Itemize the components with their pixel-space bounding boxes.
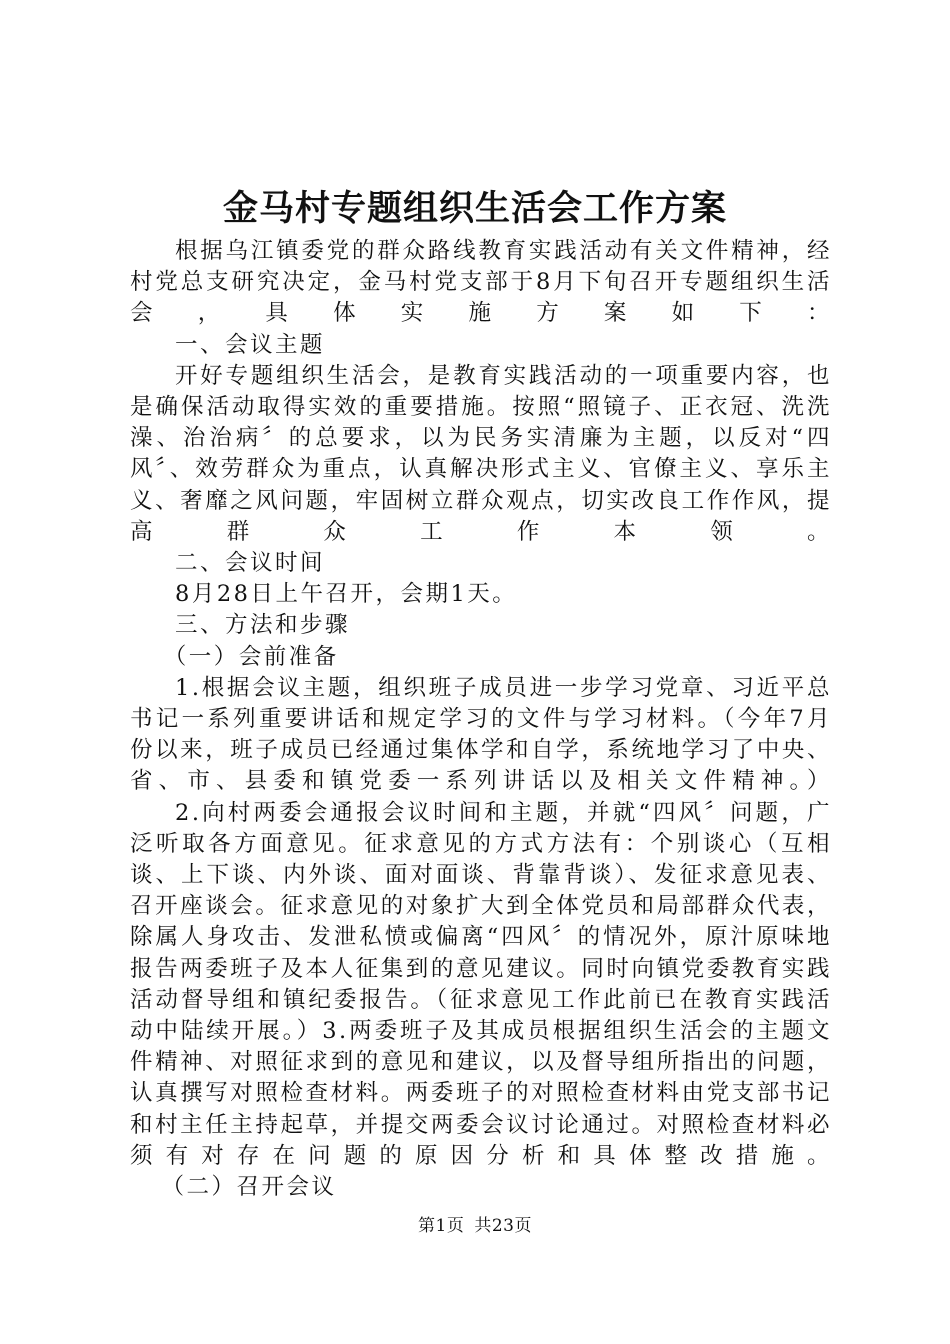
intro-paragraph: 根据乌江镇委党的群众路线教育实践活动有关文件精神，经村党总支研究决定，金马村党支部于8月下旬召开专题组织生活会，具体实施方案如下： [130,238,832,327]
page-total: 共23页 [474,1216,532,1236]
document-title: 金马村专题组织生活会工作方案 [222,188,727,229]
sub-heading-preparation: （一）会前准备 [163,643,339,670]
section-heading-theme: 一、会议主题 [175,331,326,358]
sub-heading-meeting: （二）召开会议 [161,1174,337,1201]
step-1-paragraph: 1.根据会议主题，组织班子成员进一步学习党章、习近平总书记一系列重要讲话和规定学习的文件与学习材料。（今年7月份以来，班子成员已经通过集体学和自学，系统地学习了中央、省、市、县委和镇党委一系列讲话以及相关文件精神。） [130,674,832,795]
section-heading-time: 二、会议时间 [175,550,326,577]
page-number: 第1页 [418,1216,465,1236]
page-footer [0,1214,950,1238]
section-heading-steps: 三、方法和步骤 [175,612,351,639]
step-2-paragraph: 2.向村两委会通报会议时间和主题，并就“四风〞问题，广泛听取各方面意见。征求意见的方式方法有：个别谈心（互相谈、上下谈、内外谈、面对面谈、背靠背谈）、发征求意见表、召开座谈会。征求意见的对象扩大到全体党员和局部群众代表，除属人身攻击、发泄私愤或偏离“四风〞的情况外，原汁原味地报告两委班子及本人征集到的意见建议。同时向镇党委教育实践活动督导组和镇纪委报告。（征求意见工作此前已在教育实践活动中陆续开展。）3.两委班子及其成员根据组织生活会的主题文件精神、对照征求到的意见和建议，以及督导组所指出的问题，认真撰写对照检查材料。两委班子的对照检查材料由党支部书记和村主任主持起草，并提交两委会议讨论通过。对照检查材料必须有对存在问题的原因分析和具体整改措施。 [130,799,832,1169]
theme-paragraph: 开好专题组织生活会，是教育实践活动的一项重要内容，也是确保活动取得实效的重要措施。按照“照镜子、正衣冠、洗洗澡、治治病〞的总要求，以为民务实清廉为主题，以反对“四风〞、效劳群众为重点，认真解决形式主义、官僚主义、享乐主义、奢靡之风问题，牢固树立群众观点，切实改良工作作风，提高群众工作本领。 [130,362,832,545]
time-paragraph: 8月28日上午召开，会期1天。 [175,581,518,608]
document-body [130,236,832,1203]
